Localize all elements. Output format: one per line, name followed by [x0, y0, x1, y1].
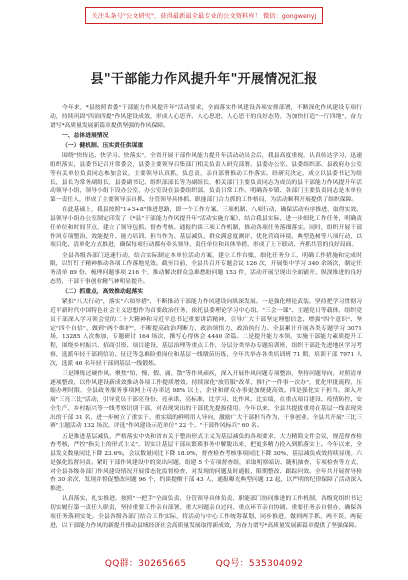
body-paragraph: 紧扣"八大行动"，落实"六项举措"，不断推动干部能力作风建设向纵深发展。一是强化理论武装。坚持把学习贯彻习近平新时代中国特色社会主义思想作为首要政治任务，依托县委理论学习中心组、"三会一课"、主题党日等载体，组织党员干部深入学习领会党的二十大精神和习近平总书记重要讲话精神，引导广大干部坚定理想信念、增强"四个意识"、坚定"四个自信"、做到"两个维护"，不断提高政治判断力、政治领悟力、政治执行力。全县累计开展各类专题学习 3071 场，13285 人次参加，专题研讨 164 场次，撰写心得体会 4440 余篇。二是提升能力本领。实施干部能力素质提升工程，围绕乡村振兴、招商引资、项目建设、基层治理等重点工作，分层分类举办专题培训班，组织干部赴先进地区学习考察，选派年轻干部到信访、征迁等急难险重岗位和基层一线墩苗历练，全年共举办各类培训班 71 期，培训干部 7971 人次，选派 46 名年轻干部到基层一线锻炼。 [50, 299, 362, 367]
banner-text: 关注头条号"公文研究"，获得最新最全最专业的公文资料库！ 微信：gongwenyj [85, 7, 324, 24]
top-banner [0, 0, 408, 30]
intro-paragraph: 今年来，*县按照省委"干部能力作风提升年"活动要求，全面落实作风建设各项安排部署，不断深化作风建设专项行动，持续巩固"四治四提"作风建设成效，形成人心思齐、人心思进、人心思干的良好态势，为加快打造"一厅四地"，奋力谱写*高质量发展新篇章提供坚强的作风保障。 [50, 105, 362, 129]
body-paragraph: 在此基础上，我县按照"1+3+8"推进思路，即一个工作方案、三项机制、八项行动，确保活动有序推进、取得实效。县领导小组办公室制定印发了《*县"干部能力作风提升年"活动实施方案》，结合我县实际，进一步细化工作任务，明确责任单位和时间节点，建立了领导包抓、督查考核、通报约谈三项工作机制，推动各项任务落细落实。同时，组织开展干部作风专项整治、效能提升、能力培训、担当作为、基层减负、群众满意度测评、优化营商环境、典型选树等八项行动，以项目化、清单化方式推进，确保每项行动都有牵头领导、责任单位和具体举措，形成了上下联动、齐抓共管的良好局面。 [50, 207, 362, 249]
footer-contact [0, 556, 408, 569]
body-paragraph: 五是推进基层减负。严格落实中央和省市关于整治形式主义为基层减负的各项要求，大力精简文件会议，规范督查检查考核，严控"指尖上的形式主义"，切实让基层干部从繁琐事务中解脱出来，把更多精力投入到抓落实上。今年以来，全县发文数量同比下降 23.6%，会议数量同比下降 18.9%，督查检查考核事项同比下降 30%，基层减负成效持续显现。六是强化监督问责。紧盯干部作风建设中的突出问题，组建 5 个专项督查组，采取明察暗访、随机抽查、专项检查等方式，对全县各级各部门作风建设情况开展常态化监督检查，对发现的问题及时通报、限期整改、跟踪问效。全年共开展督导检查 30 余次，发现并督促整改问题 96 个，约谈提醒干部 43 人，通报曝光典型问题 12 起，以严明的纪律保障了活动深入推进。 [50, 433, 362, 492]
footer-qq-group: QQ群：30265665 [104, 559, 187, 569]
body-paragraph: 三是锤炼过硬作风。聚焦"怕、慢、假、庸、散"等作风顽疾，深入开展作风问题专项整治，坚持问题导向，对照清单逐项整改，以作风建设新成效推动各项工作提质增效。持续深化"放管服"改革，推行"一件事一次办"，优化审批流程，压缩办理时限，全县政务服务事项网上可办率达 98% 以上，企业和群众办事更加便捷高效。四是强化实干担当。深入开展"三亮三比"活动，引导党员干部亮身份、亮承诺、亮标准，比学习、比作风、比实绩，在重点项目建设、疫情防控、安全生产、乡村振兴等一线考察识别干部，对表现突出的干部优先提拔使用。今年以来，全县共提拔重用在基层一线表现突出的干部 31 名，进一步树立了重实干、重实绩的鲜明用人导向，激励广大干部担当作为、干事创业。全县共开展"三比三赛"主题活动 132 场次，评选"作风建设示范单位" 22 个、"干部作风标兵" 60 名。 [50, 370, 362, 430]
document-body [50, 104, 362, 532]
subsection-heading: （一）健机制、压实责任供谋重 [62, 143, 144, 149]
body-paragraph: 围绕"快传达、快学习、快落实"，全省开展干部作风能力提升年活动动员会后，我县高度重视，认真传达学习，迅速组织落实，县委书记召开常委会，县委主要领导召集部门相关负责人研究部署。县委办公室、县委组织部、县政府办公室等有关单位负责同志参加会议，主要领导认真抓，负总责，亲自部署推动工作落实。经研究决定，成立以县委书记为组长，县长为常务副组长，县委副书记、组织部部长等为副组长，相关部门主要负责同志为成员的县干部能力作风提升年活动领导小组，领导小组下设办公室，办公室设在县委组织部，负责日常工作。明确各乡镇、各部门主要负责同志是本单位第一责任人，形成了主要领导亲自抓、分管领导具体抓、职能部门合力抓的工作格局，为活动顺利开展提供了组织保障。 [50, 153, 362, 203]
body-paragraph: 认真落实，扎实推进。按照"一把手"全面负责、分管领导具体负责、职能部门协同推进的工作机制，各级党组织书记切实履行第一责任人职责，坚持重要工作亲自部署、重大问题亲自过问、重点环节亲自协调、重要任务亲自督办，确保各项任务落到实处。全县各级各部门结合工作实际，将活动与中心工作统筹谋划、同步推进，做到两手抓、两不误、两促进，以干部能力作风的新提升推动县域经济社会高质量发展取得新成效，为奋力谱写*高质量发展新篇章提供了坚强保障。 [50, 496, 362, 529]
subsection-heading: （二）抓重点，高效推动起落实 [62, 289, 144, 295]
footer-qq-number: QQ号：535304092 [215, 559, 304, 569]
document-title: 县"干部能力作风提升年"开展情况汇报 [90, 72, 318, 87]
section-heading: 一、总体进展情况 [62, 132, 109, 139]
body-paragraph: 全县各级各部门迅速行动，结合实际制定本单位活动方案，建立工作台账，细化任务分工，明确工作措施和完成时限，以钉钉子精神推动各项工作落地见效。截至目前，全县共召开专题会议 126 次，开展集中学习 340 余场次，制定任务清单 89 份，梳理问题事项 216 个，推动解决群众急难愁盼问题 153 件，活动开展呈现出全面铺开、纵深推进的良好态势，干部干事创业精气神明显提升。 [50, 252, 362, 285]
